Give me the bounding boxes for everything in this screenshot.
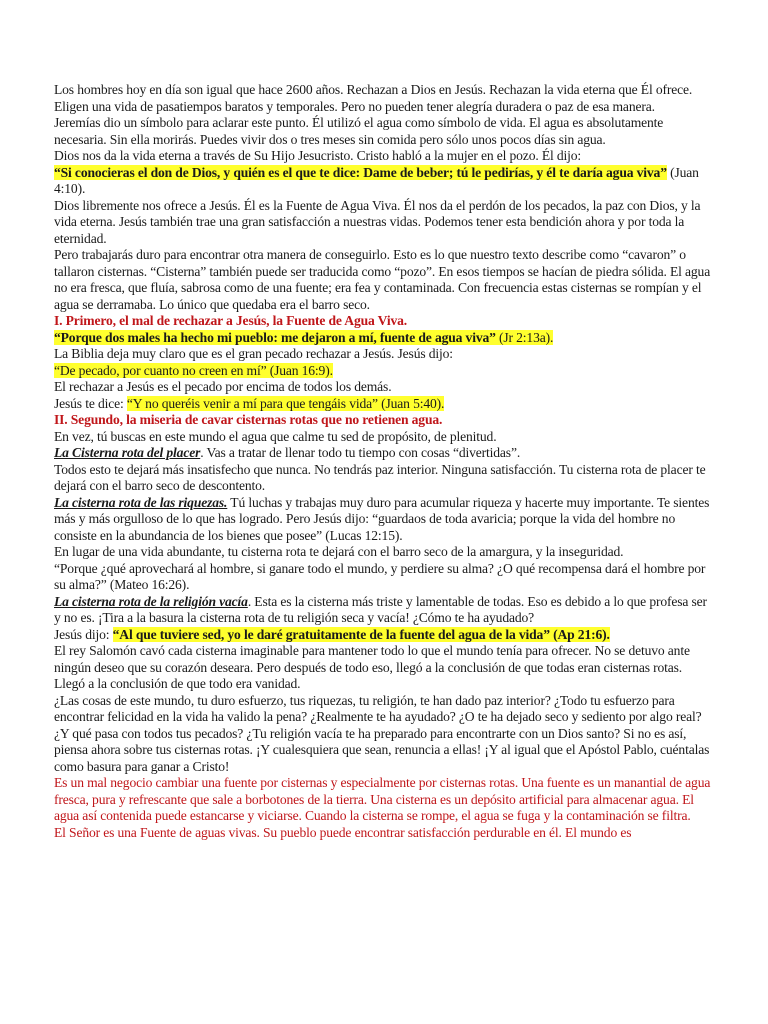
paragraph: “Porque ¿qué aprovechará al hombre, si ganare todo el mundo, y perdiere su alma? ¿O qué recompensa dará el hombre por su alma?” (Mateo 16:26). <box>54 560 706 592</box>
paragraph: Dios nos da la vida eterna a través de Su Hijo Jesucristo. Cristo habló a la mujer en el pozo. Él dijo: <box>54 148 582 163</box>
quote-reference: (Juan 4:10). <box>54 164 699 196</box>
red-paragraph: Es un mal negocio cambiar una fuente por cisternas y especialmente por cisternas rotas. Una fuente es un manantial de agua fresca, pura y refrescante que sale a borbotones de la tierra. Una cisterna es un depósito artificial para almacenar agua. El agua así contenida puede estancarse y viciarse. Cuando la cisterna se rompe, el agua se fuga y la contaminación se filtra. <box>54 775 711 823</box>
paragraph: En lugar de una vida abundante, tu cisterna rota te dejará con el barro seco de la amargura, y la inseguridad. <box>54 544 624 559</box>
paragraph <box>54 594 714 627</box>
subsection-text: . Esta es la cisterna más triste y lamentable de todas. Eso es debido a lo que profesa ser y no es. ¡Tira a la basura la cisterna rota de tu religión seca y vacía! ¿Cómo te ha ayudado? <box>54 593 707 625</box>
quote-reference: (Jr 2:13a). <box>495 329 554 345</box>
quote-intro: Jesús dijo: <box>54 626 113 642</box>
subsection-title: La cisterna rota de la religión vacía <box>54 593 248 609</box>
paragraph <box>54 627 714 644</box>
paragraph: ¿Las cosas de este mundo, tu duro esfuerzo, tus riquezas, tu religión, te han dado paz interior? ¿Todo tu esfuerzo para encontrar felicidad en la vida ha valido la pena? ¿Realmente te ha ayudado? ¿O te ha dejado seco y sediento por algo real? ¿Y qué pasa con todos tus pecados? ¿Tu religión vacía te ha preparado para encontrarte con un Dios santo? Si no es así, piensa ahora sobre tus cisternas rotas. ¡Y cualesquiera que sean, renuncia a ellas! ¡Y al igual que el Apóstol Pablo, cuéntalas como basura para ganar a Cristo! <box>54 692 710 774</box>
highlighted-quote: “Al que tuviere sed, yo le daré gratuitamente de la fuente del agua de la vida” (Ap 21:6). <box>112 626 610 642</box>
paragraph <box>54 363 714 380</box>
section-heading: I. Primero, el mal de rechazar a Jesús, la Fuente de Agua Viva. <box>54 313 408 328</box>
subsection-title: La cisterna rota de las riquezas. <box>54 494 228 510</box>
paragraph <box>54 495 714 545</box>
paragraph: Jeremías dio un símbolo para aclarar este punto. Él utilizó el agua como símbolo de vida. El agua es absolutamente necesaria. Sin ella morirás. Puedes vivir dos o tres meses sin comida pero sólo unos pocos días sin agua. <box>54 115 664 147</box>
paragraph: El rey Salomón cavó cada cisterna imaginable para mantener todo lo que el mundo tenía para ofrecer. No se detuvo ante ningún deseo que su corazón deseara. Pero después de todo eso, llegó a la conclusión de que todas eran cisternas rotas. Llegó a la conclusión de que todo era vanidad. <box>54 643 690 691</box>
paragraph: El rechazar a Jesús es el pecado por encima de todos los demás. <box>54 379 392 394</box>
paragraph <box>54 165 714 198</box>
paragraph <box>54 445 714 462</box>
red-paragraph: El Señor es una Fuente de aguas vivas. Su pueblo puede encontrar satisfacción perdurable en él. El mundo es <box>54 824 632 840</box>
paragraph: En vez, tú buscas en este mundo el agua que calme tu sed de propósito, de plenitud. <box>54 428 497 444</box>
subsection-text: . Vas a tratar de llenar todo tu tiempo con cosas “divertidas”. <box>200 445 521 460</box>
subsection-title: La Cisterna rota del placer <box>54 445 201 460</box>
highlighted-quote: “Si conocieras el don de Dios, y quién es el que te dice: Dame de beber; tú le pedirías, y él te daría agua viva” <box>54 164 667 180</box>
document-page <box>54 82 714 841</box>
highlighted-quote: “Y no queréis venir a mí para que tengáis vida” (Juan 5:40). <box>126 395 445 411</box>
paragraph: Todos esto te dejará más insatisfecho que nunca. No tendrás paz interior. Ninguna satisfacción. Tu cisterna rota de placer te dejará con el barro seco de descontento. <box>54 461 706 493</box>
paragraph <box>54 396 714 413</box>
subsection-text: Tú luchas y trabajas muy duro para acumular riqueza y hacerte muy importante. Te sientes más y más orgulloso de lo que has logrado. Pero Jesús dijo: “guardaos de toda avaricia; porque la vida del hombre no consiste en la abundancia de los bienes que posee” (Lucas 12:15). <box>54 494 710 543</box>
paragraph: Dios libremente nos ofrece a Jesús. Él es la Fuente de Agua Viva. Él nos da el perdón de los pecados, la paz con Dios, y la vida eterna. Jesús también trae una gran satisfacción a nuestras vidas. Podemos tener esta bendición ahora y por toda la eternidad. <box>54 197 701 246</box>
paragraph: Los hombres hoy en día son igual que hace 2600 años. Rechazan a Dios en Jesús. Rechazan la vida eterna que Él ofrece. Eligen una vida de pasatiempos baratos y temporales. Pero no pueden tener alegría duradera o paz de esa manera. <box>54 82 693 114</box>
highlighted-quote: “Porque dos males ha hecho mi pueblo: me dejaron a mí, fuente de agua viva” <box>54 329 496 345</box>
paragraph <box>54 330 714 347</box>
paragraph: Pero trabajarás duro para encontrar otra manera de conseguirlo. Esto es lo que nuestro texto describe como “cavaron” o tallaron cisternas. “Cisterna” también puede ser traducida como “pozo”. En esos tiempos se hacían de piedra sólida. El agua no era fresca, que fluía, sabrosa como de una fuente; era fea y contaminada. Con frecuencia estas cisternas se rompían y el agua se derramaba. Lo único que quedaba era el barro seco. <box>54 247 711 312</box>
paragraph: La Biblia deja muy claro que es el gran pecado rechazar a Jesús. Jesús dijo: <box>54 346 453 361</box>
section-heading: II. Segundo, la miseria de cavar cisternas rotas que no retienen agua. <box>54 412 443 427</box>
highlighted-quote: “De pecado, por cuanto no creen en mí” (Juan 16:9). <box>54 362 333 378</box>
quote-intro: Jesús te dice: <box>54 395 127 411</box>
